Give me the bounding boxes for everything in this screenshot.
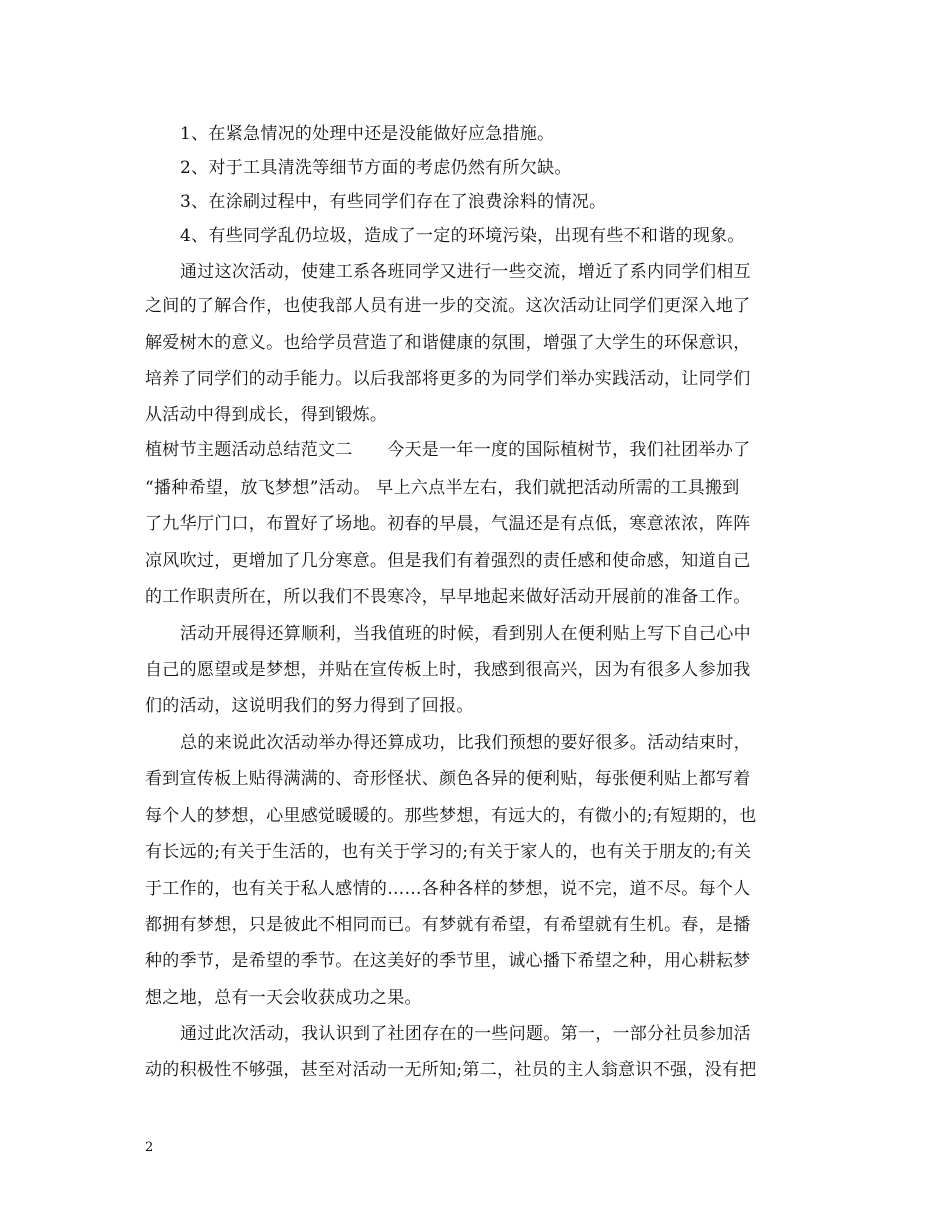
text-line: 看到宣传板上贴得满满的、奇形怪状、颜色各异的便利贴，每张便利贴上都写着 (145, 769, 751, 789)
text-line: 4、有些同学乱仍垃圾，造成了一定的环境污染，出现有些不和谐的现象。 (180, 226, 745, 246)
text-line: 活动开展得还算顺利，当我值班的时候，看到别人在便利贴上写下自己心中 (180, 624, 751, 644)
text-line: 2、对于工具清洗等细节方面的考虑仍然有所欠缺。 (180, 158, 572, 178)
section-heading-line: 植树节主题活动总结范文二 今天是一年一度的国际植树节，我们社团举办了 (145, 440, 751, 460)
text-line: “播种希望，放飞梦想”活动。 早上六点半左右，我们就把活动所需的工具搬到 (145, 478, 740, 498)
text-line: 3、在涂刷过程中，有些同学们存在了浪费涂料的情况。 (180, 192, 607, 212)
text-line: 解爱树木的意义。也给学员营造了和谐健康的氛围，增强了大学生的环保意识， (145, 333, 751, 353)
text-line: 培养了同学们的动手能力。以后我部将更多的为同学们举办实践活动，让同学们 (145, 369, 751, 389)
text-line: 每个人的梦想，心里感觉暖暖的。那些梦想，有远大的，有微小的;有短期的，也 (145, 806, 757, 826)
text-line: 从活动中得到成长，得到锻炼。 (145, 405, 388, 425)
text-line: 总的来说此次活动举办得还算成功，比我们预想的要好很多。活动结束时， (180, 733, 751, 753)
text-line: 凉风吹过，更增加了几分寒意。但是我们有着强烈的责任感和使命感，知道自己 (145, 551, 751, 571)
text-line: 们的活动，这说明我们的努力得到了回报。 (145, 696, 474, 716)
text-line: 动的积极性不够强，甚至对活动一无所知;第二，社员的主人翁意识不强，没有把 (145, 1060, 757, 1080)
text-line: 之间的了解合作，也使我部人员有进一步的交流。这次活动让同学们更深入地了 (145, 296, 751, 316)
text-line: 的工作职责所在，所以我们不畏寒冷，早早地起来做好活动开展前的准备工作。 (145, 587, 751, 607)
text-line: 通过这次活动，使建工系各班同学又进行一些交流，增近了系内同学们相互 (180, 262, 751, 282)
page-number: 2 (145, 1140, 154, 1155)
text-line: 1、在紧急情况的处理中还是没能做好应急措施。 (180, 124, 555, 144)
text-line: 通过此次活动，我认识到了社团存在的一些问题。第一，一部分社员参加活 (180, 1024, 751, 1044)
text-line: 于工作的，也有关于私人感情的……各种各样的梦想，说不完，道不尽。每个人 (145, 879, 751, 899)
text-line: 自己的愿望或是梦想，并贴在宣传板上时，我感到很高兴，因为有很多人参加我 (145, 660, 751, 680)
text-line: 都拥有梦想，只是彼此不相同而已。有梦就有希望，有希望就有生机。春，是播 (145, 915, 751, 935)
text-line: 想之地，总有一天会收获成功之果。 (145, 988, 422, 1008)
text-line: 种的季节，是希望的季节。在这美好的季节里，诚心播下希望之种，用心耕耘梦 (145, 951, 751, 971)
text-line: 有长远的;有关于生活的，也有关于学习的;有关于家人的，也有关于朋友的;有关 (145, 842, 752, 862)
text-line: 了九华厅门口，布置好了场地。初春的早晨，气温还是有点低，寒意浓浓，阵阵 (145, 514, 751, 534)
